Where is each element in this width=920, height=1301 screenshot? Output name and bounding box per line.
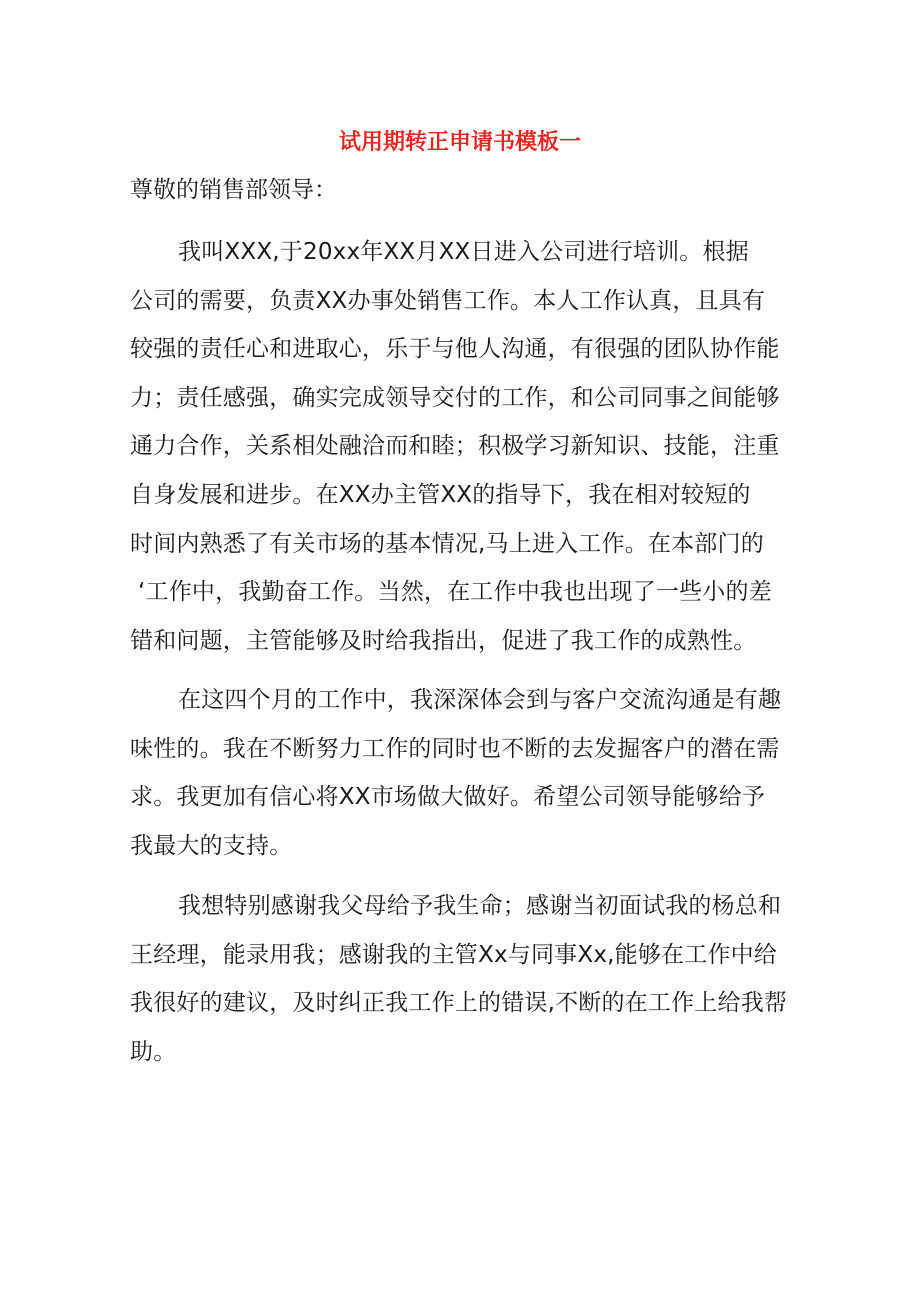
paragraph-line: 我很好的建议，及时纠正我工作上的错误,不断的在工作上给我帮 <box>130 990 788 1017</box>
paragraph-line: 在这四个月的工作中，我深深体会到与客户交流沟通是有趣 <box>178 687 782 713</box>
paragraph-line: 自身发展和进步。在XX办主管XX的指导下，我在相对较短的 <box>130 481 751 508</box>
paragraph-line: 公司的需要，负责XX办事处销售工作。本人工作认真，且具有 <box>130 287 766 314</box>
paragraph-line: 时间内熟悉了有关市场的基本情况,马上进入工作。在本部门的 <box>130 530 764 557</box>
paragraph-line: 通力合作，关系相处融洽而和睦；积极学习新知识、技能，注重 <box>130 433 780 460</box>
paragraph-1 <box>130 228 790 665</box>
paragraph-line: 助。 <box>130 1038 177 1065</box>
paragraph-2 <box>130 676 790 870</box>
paragraph-line: 我最大的支持。 <box>130 832 293 859</box>
paragraph-3 <box>130 882 790 1076</box>
paragraph-line: 求。我更加有信心将XX市场做大做好。希望公司领导能够给予 <box>130 784 766 811</box>
paragraph-line: 较强的责任心和进取心，乐于与他人沟通，有很强的团队协作能 <box>130 336 780 363</box>
paragraph-line: 我叫XXX,于20xx年XX月XX日进入公司进行培训。根据 <box>178 239 749 265</box>
paragraph-line: 力；责任感强，确实完成领导交付的工作，和公司同事之间能够 <box>130 384 780 411</box>
salutation: 尊敬的销售部领导： <box>130 177 337 203</box>
document-title: 试用期转正申请书模板一 <box>338 130 581 155</box>
paragraph-line: ‘工作中，我勤奋工作。当然，在工作中我也出现了一些小的差 <box>138 579 772 606</box>
paragraph-line: 王经理，能录用我；感谢我的主管Xx与同事Xx,能够在工作中给 <box>130 941 778 968</box>
paragraph-line: 味性的。我在不断努力工作的同时也不断的去发掘客户的潜在需 <box>130 735 780 762</box>
paragraph-line: 错和问题，主管能够及时给我指出，促进了我工作的成熟性。 <box>130 627 757 654</box>
paragraph-line: 我想特别感谢我父母给予我生命；感谢当初面试我的杨总和 <box>178 893 782 919</box>
